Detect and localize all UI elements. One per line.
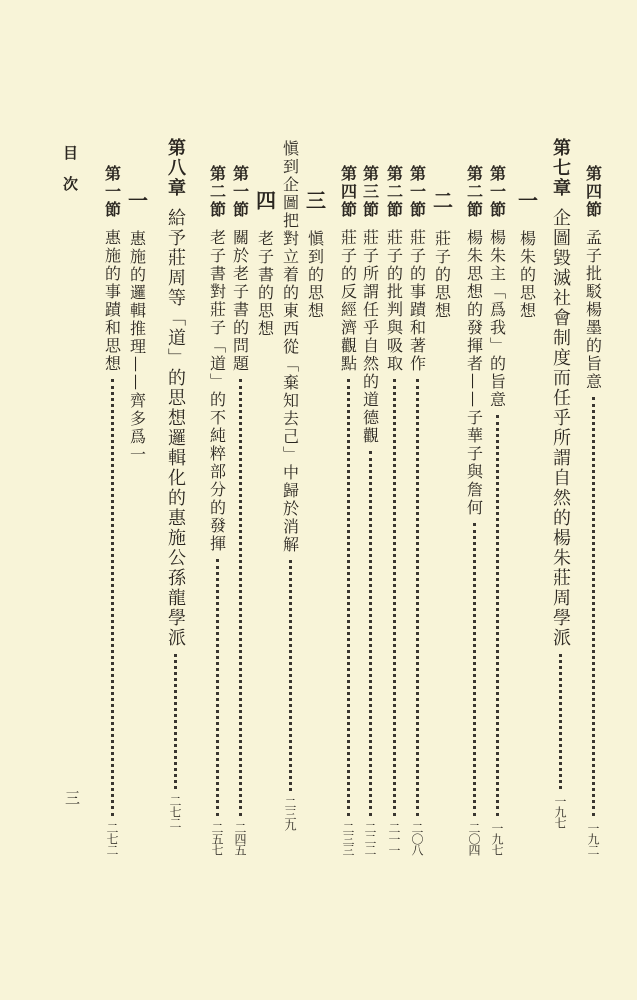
entry-page-number: 二五七 bbox=[210, 822, 224, 855]
toc-entry bbox=[164, 138, 186, 828]
dot-leader bbox=[369, 451, 372, 816]
entry-title: 楊朱主「爲我」的旨意 bbox=[487, 229, 507, 409]
toc-entry bbox=[206, 165, 228, 855]
entry-label: 二 bbox=[429, 190, 454, 212]
dot-leader bbox=[216, 559, 219, 816]
entry-label: 第一節 bbox=[102, 165, 122, 219]
dot-leader bbox=[559, 654, 562, 789]
entry-title: 莊子的批判與吸取 bbox=[384, 229, 404, 373]
dot-leader bbox=[174, 654, 177, 789]
entry-page-number: 二三九 bbox=[283, 797, 297, 830]
dot-leader bbox=[592, 397, 595, 816]
entry-title: 惠施的事蹟和思想 bbox=[102, 229, 122, 373]
entry-title: 老子書對莊子「道」的不純粹部分的發揮 bbox=[207, 229, 227, 553]
entry-label: 一 bbox=[514, 190, 539, 212]
toc-entry bbox=[337, 165, 359, 855]
entry-title: 愼到的思想 bbox=[305, 230, 325, 320]
entry-title: 莊子的反經濟觀點 bbox=[338, 229, 358, 373]
toc-entry bbox=[431, 140, 453, 320]
toc-entry bbox=[126, 140, 148, 464]
entry-page-number: 二〇四 bbox=[467, 822, 481, 855]
toc-entry bbox=[582, 165, 604, 855]
entry-title: 企圖毀滅社會制度而任乎所謂自然的楊朱莊周學派 bbox=[550, 208, 571, 648]
toc-entry bbox=[549, 138, 571, 828]
entry-label: 第二節 bbox=[384, 165, 404, 219]
entry-label: 第七章 bbox=[550, 138, 571, 198]
entry-title: 惠施的邏輯推理——齊多爲一 bbox=[127, 230, 147, 464]
entry-title: 孟子批駁楊墨的旨意 bbox=[583, 229, 603, 391]
entry-title: 關於老子書的問題 bbox=[230, 229, 250, 373]
entry-title: 老子書的思想 bbox=[255, 230, 275, 338]
entry-label: 第一節 bbox=[407, 165, 427, 219]
toc-entry bbox=[304, 140, 326, 320]
toc-entry bbox=[383, 165, 405, 855]
entry-title: 莊子的事蹟和著作 bbox=[407, 229, 427, 373]
page-number: 三 bbox=[63, 790, 81, 805]
entry-label: 三 bbox=[302, 190, 327, 212]
entry-page-number: 二一一 bbox=[387, 822, 401, 855]
entry-page-number: 一九七 bbox=[553, 795, 567, 828]
entry-label: 第八章 bbox=[165, 138, 186, 198]
entry-title: 楊朱思想的發揮者——子華子與詹何 bbox=[464, 229, 484, 517]
toc-entry bbox=[254, 140, 276, 338]
toc-entry bbox=[406, 165, 428, 855]
entry-page-number: 一九七 bbox=[490, 822, 504, 855]
entry-title: 楊朱的思想 bbox=[517, 230, 537, 320]
entry-page-number: 二四五 bbox=[233, 822, 247, 855]
entry-title: 愼到企圖把對立着的東西從「棄知去己」中歸於消解 bbox=[280, 140, 300, 554]
toc-entry bbox=[229, 165, 251, 855]
entry-page-number: 二〇八 bbox=[410, 822, 424, 855]
dot-leader bbox=[347, 379, 350, 816]
entry-label: 第一節 bbox=[487, 165, 507, 219]
dot-leader bbox=[496, 415, 499, 816]
entry-label: 第四節 bbox=[583, 165, 603, 219]
entry-label: 第四節 bbox=[338, 165, 358, 219]
toc-entry bbox=[463, 165, 485, 855]
toc-entry bbox=[101, 165, 123, 855]
dot-leader bbox=[393, 379, 396, 816]
dot-leader bbox=[111, 379, 114, 816]
entry-label: 第三節 bbox=[360, 165, 380, 219]
toc-entry bbox=[279, 140, 301, 830]
entry-page-number: 二七二 bbox=[168, 795, 182, 828]
toc-entry bbox=[486, 165, 508, 855]
entry-page-number: 一九二 bbox=[586, 822, 600, 855]
dot-leader bbox=[289, 560, 292, 791]
entry-label: 一 bbox=[124, 190, 149, 212]
entry-page-number: 二三三 bbox=[341, 822, 355, 855]
toc-entry bbox=[516, 140, 538, 320]
entry-label: 第一節 bbox=[230, 165, 250, 219]
entry-label: 第二節 bbox=[207, 165, 227, 219]
entry-label: 四 bbox=[252, 190, 277, 212]
dot-leader bbox=[239, 379, 242, 816]
dot-leader bbox=[473, 523, 476, 816]
entry-title: 給予莊周等「道」的思想邏輯化的惠施公孫龍學派 bbox=[165, 208, 186, 648]
entry-label: 第二節 bbox=[464, 165, 484, 219]
dot-leader bbox=[416, 379, 419, 816]
running-header: 目次 bbox=[61, 145, 79, 207]
entry-title: 莊子所謂任乎自然的道德觀 bbox=[360, 229, 380, 445]
entry-title: 莊子的思想 bbox=[432, 230, 452, 320]
toc-entry bbox=[359, 165, 381, 855]
entry-page-number: 二七二 bbox=[105, 822, 119, 855]
entry-page-number: 二二二 bbox=[363, 822, 377, 855]
